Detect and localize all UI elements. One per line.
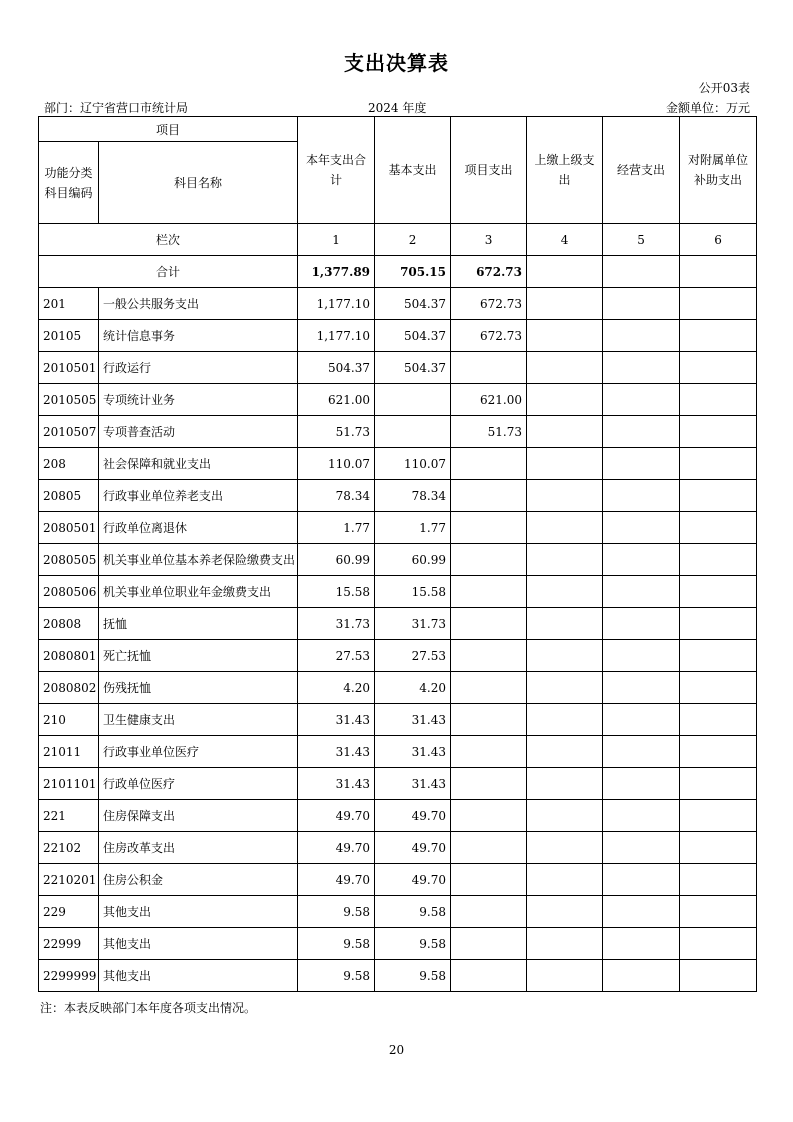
row-empty	[527, 832, 603, 864]
table-row	[39, 576, 757, 608]
row-empty	[527, 320, 603, 352]
col-number: 5	[603, 224, 680, 256]
row-code: 2010505	[39, 384, 99, 416]
row-empty	[527, 352, 603, 384]
row-basic-value: 27.53	[375, 640, 451, 672]
row-total-value: 15.58	[298, 576, 375, 608]
row-basic-value: 110.07	[375, 448, 451, 480]
header-col3: 项目支出	[451, 117, 527, 224]
row-code: 20105	[39, 320, 99, 352]
total-empty	[680, 256, 757, 288]
row-basic-value: 78.34	[375, 480, 451, 512]
row-project-value	[451, 672, 527, 704]
row-empty	[603, 672, 680, 704]
row-empty	[527, 288, 603, 320]
row-empty	[680, 288, 757, 320]
table-row	[39, 832, 757, 864]
table-row	[39, 384, 757, 416]
total-value: 1,377.89	[298, 256, 375, 288]
row-empty	[527, 608, 603, 640]
row-empty	[527, 512, 603, 544]
row-name: 其他支出	[99, 960, 298, 992]
row-empty	[603, 704, 680, 736]
row-name: 行政事业单位医疗	[99, 736, 298, 768]
header-name: 科目名称	[99, 142, 298, 224]
row-total-value: 1,177.10	[298, 288, 375, 320]
row-empty	[680, 960, 757, 992]
row-name: 行政事业单位养老支出	[99, 480, 298, 512]
row-name: 住房公积金	[99, 864, 298, 896]
row-empty	[680, 384, 757, 416]
row-code: 210	[39, 704, 99, 736]
row-project-value	[451, 640, 527, 672]
row-code: 229	[39, 896, 99, 928]
row-project-value: 51.73	[451, 416, 527, 448]
row-name: 行政单位离退休	[99, 512, 298, 544]
row-empty	[527, 448, 603, 480]
row-empty	[603, 832, 680, 864]
row-basic-value: 49.70	[375, 800, 451, 832]
row-total-value: 110.07	[298, 448, 375, 480]
row-code: 21011	[39, 736, 99, 768]
row-name: 住房改革支出	[99, 832, 298, 864]
table-row	[39, 352, 757, 384]
row-basic-value: 504.37	[375, 320, 451, 352]
row-project-value: 672.73	[451, 288, 527, 320]
row-code: 2080505	[39, 544, 99, 576]
row-empty	[603, 544, 680, 576]
row-empty	[603, 608, 680, 640]
table-row	[39, 768, 757, 800]
row-name: 其他支出	[99, 896, 298, 928]
row-code: 2080802	[39, 672, 99, 704]
row-project-value	[451, 704, 527, 736]
table-note: 注：本表反映部门本年度各项支出情况。	[40, 1001, 257, 1015]
row-empty	[603, 896, 680, 928]
row-empty	[603, 736, 680, 768]
row-basic-value: 49.70	[375, 832, 451, 864]
header-code: 功能分类科目编码	[39, 142, 99, 224]
currency-unit-label: 金额单位：万元	[665, 101, 750, 115]
row-empty	[527, 384, 603, 416]
row-code: 208	[39, 448, 99, 480]
row-total-value: 49.70	[298, 832, 375, 864]
header-col4: 上缴上级支出	[527, 117, 603, 224]
row-total-value: 9.58	[298, 928, 375, 960]
table-row	[39, 960, 757, 992]
row-empty	[680, 416, 757, 448]
row-name: 机关事业单位基本养老保险缴费支出	[99, 544, 298, 576]
row-empty	[680, 576, 757, 608]
row-basic-value: 504.37	[375, 352, 451, 384]
row-name: 抚恤	[99, 608, 298, 640]
row-project-value	[451, 736, 527, 768]
row-basic-value: 49.70	[375, 864, 451, 896]
row-basic-value: 1.77	[375, 512, 451, 544]
row-empty	[603, 416, 680, 448]
row-name: 社会保障和就业支出	[99, 448, 298, 480]
row-empty	[603, 480, 680, 512]
row-name: 行政单位医疗	[99, 768, 298, 800]
row-empty	[603, 768, 680, 800]
row-name: 住房保障支出	[99, 800, 298, 832]
row-empty	[527, 928, 603, 960]
row-basic-value: 31.43	[375, 768, 451, 800]
row-total-value: 9.58	[298, 960, 375, 992]
row-project-value	[451, 576, 527, 608]
table-row	[39, 512, 757, 544]
row-basic-value: 15.58	[375, 576, 451, 608]
col-number: 4	[527, 224, 603, 256]
row-name: 卫生健康支出	[99, 704, 298, 736]
row-code: 20805	[39, 480, 99, 512]
row-basic-value: 31.43	[375, 736, 451, 768]
row-code: 2010507	[39, 416, 99, 448]
row-basic-value	[375, 384, 451, 416]
row-project-value	[451, 448, 527, 480]
row-empty	[603, 864, 680, 896]
table-row	[39, 864, 757, 896]
row-empty	[527, 672, 603, 704]
table-row	[39, 480, 757, 512]
row-code: 20808	[39, 608, 99, 640]
row-empty	[680, 704, 757, 736]
col-number: 1	[298, 224, 375, 256]
row-basic-value: 9.58	[375, 928, 451, 960]
row-total-value: 621.00	[298, 384, 375, 416]
row-empty	[680, 352, 757, 384]
row-project-value	[451, 896, 527, 928]
table-row	[39, 928, 757, 960]
row-empty	[603, 512, 680, 544]
row-code: 22999	[39, 928, 99, 960]
row-empty	[527, 544, 603, 576]
department-label: 部门：辽宁省营口市统计局	[44, 101, 189, 115]
row-empty	[527, 416, 603, 448]
col-number: 6	[680, 224, 757, 256]
header-col6: 对附属单位补助支出	[680, 117, 757, 224]
table-row	[39, 416, 757, 448]
row-basic-value: 504.37	[375, 288, 451, 320]
header-item: 项目	[39, 117, 298, 142]
row-basic-value: 9.58	[375, 960, 451, 992]
row-code: 2080501	[39, 512, 99, 544]
row-empty	[680, 896, 757, 928]
header-col5: 经营支出	[603, 117, 680, 224]
row-code: 2080506	[39, 576, 99, 608]
row-project-value	[451, 512, 527, 544]
total-label: 合计	[39, 256, 298, 288]
row-code: 2010501	[39, 352, 99, 384]
row-project-value	[451, 480, 527, 512]
row-project-value	[451, 768, 527, 800]
table-row	[39, 640, 757, 672]
total-row	[39, 256, 757, 288]
row-basic-value: 31.43	[375, 704, 451, 736]
row-empty	[603, 800, 680, 832]
row-total-value: 1.77	[298, 512, 375, 544]
row-total-value: 60.99	[298, 544, 375, 576]
row-code: 201	[39, 288, 99, 320]
row-empty	[680, 320, 757, 352]
table-row	[39, 608, 757, 640]
row-project-value	[451, 608, 527, 640]
row-basic-value: 4.20	[375, 672, 451, 704]
row-empty	[603, 576, 680, 608]
expenditure-table	[38, 116, 757, 992]
row-code: 2299999	[39, 960, 99, 992]
row-empty	[527, 960, 603, 992]
row-empty	[527, 864, 603, 896]
row-code: 2101101	[39, 768, 99, 800]
table-row	[39, 736, 757, 768]
row-total-value: 4.20	[298, 672, 375, 704]
row-total-value: 51.73	[298, 416, 375, 448]
row-empty	[680, 448, 757, 480]
row-empty	[680, 672, 757, 704]
row-empty	[680, 736, 757, 768]
row-project-value	[451, 960, 527, 992]
row-basic-value: 31.73	[375, 608, 451, 640]
row-project-value	[451, 928, 527, 960]
row-code: 2080801	[39, 640, 99, 672]
row-empty	[680, 864, 757, 896]
page-title: 支出决算表	[344, 51, 449, 75]
total-value: 672.73	[451, 256, 527, 288]
row-empty	[603, 352, 680, 384]
row-name: 专项统计业务	[99, 384, 298, 416]
row-empty	[680, 832, 757, 864]
table-row	[39, 544, 757, 576]
row-empty	[603, 384, 680, 416]
row-total-value: 9.58	[298, 896, 375, 928]
row-empty	[680, 928, 757, 960]
row-total-value: 49.70	[298, 864, 375, 896]
total-empty	[603, 256, 680, 288]
row-empty	[680, 480, 757, 512]
row-name: 其他支出	[99, 928, 298, 960]
row-empty	[527, 896, 603, 928]
row-project-value	[451, 800, 527, 832]
row-code: 22102	[39, 832, 99, 864]
col-number: 2	[375, 224, 451, 256]
row-total-value: 31.43	[298, 704, 375, 736]
row-project-value: 621.00	[451, 384, 527, 416]
row-name: 行政运行	[99, 352, 298, 384]
row-empty	[680, 640, 757, 672]
row-total-value: 31.43	[298, 768, 375, 800]
row-basic-value	[375, 416, 451, 448]
form-number: 公开03表	[698, 81, 750, 95]
row-empty	[603, 288, 680, 320]
row-empty	[527, 800, 603, 832]
row-project-value	[451, 544, 527, 576]
row-name: 伤残抚恤	[99, 672, 298, 704]
row-name: 一般公共服务支出	[99, 288, 298, 320]
row-total-value: 31.43	[298, 736, 375, 768]
row-empty	[603, 320, 680, 352]
col-number: 3	[451, 224, 527, 256]
table-row	[39, 448, 757, 480]
row-code: 221	[39, 800, 99, 832]
header-col1: 本年支出合计	[298, 117, 375, 224]
row-empty	[527, 640, 603, 672]
table-row	[39, 320, 757, 352]
row-project-value	[451, 832, 527, 864]
table-row	[39, 896, 757, 928]
row-name: 死亡抚恤	[99, 640, 298, 672]
row-empty	[680, 544, 757, 576]
row-empty	[680, 608, 757, 640]
row-total-value: 49.70	[298, 800, 375, 832]
fiscal-year-label: 2024 年度	[368, 101, 427, 115]
table-row	[39, 800, 757, 832]
row-total-value: 504.37	[298, 352, 375, 384]
row-empty	[603, 960, 680, 992]
total-empty	[527, 256, 603, 288]
row-name: 专项普查活动	[99, 416, 298, 448]
row-empty	[527, 576, 603, 608]
row-number-label: 栏次	[39, 224, 298, 256]
row-basic-value: 60.99	[375, 544, 451, 576]
row-total-value: 78.34	[298, 480, 375, 512]
total-value: 705.15	[375, 256, 451, 288]
row-empty	[527, 736, 603, 768]
row-empty	[603, 448, 680, 480]
table-row	[39, 288, 757, 320]
row-empty	[680, 512, 757, 544]
row-empty	[603, 640, 680, 672]
row-empty	[527, 704, 603, 736]
table-row	[39, 704, 757, 736]
row-empty	[527, 768, 603, 800]
row-project-value: 672.73	[451, 320, 527, 352]
row-name: 统计信息事务	[99, 320, 298, 352]
table-row	[39, 672, 757, 704]
page-number: 20	[388, 1043, 405, 1057]
row-total-value: 27.53	[298, 640, 375, 672]
row-empty	[680, 800, 757, 832]
row-empty	[603, 928, 680, 960]
row-basic-value: 9.58	[375, 896, 451, 928]
row-name: 机关事业单位职业年金缴费支出	[99, 576, 298, 608]
row-code: 2210201	[39, 864, 99, 896]
row-project-value	[451, 864, 527, 896]
header-col2: 基本支出	[375, 117, 451, 224]
row-empty	[680, 768, 757, 800]
row-total-value: 31.73	[298, 608, 375, 640]
row-empty	[527, 480, 603, 512]
row-project-value	[451, 352, 527, 384]
row-total-value: 1,177.10	[298, 320, 375, 352]
